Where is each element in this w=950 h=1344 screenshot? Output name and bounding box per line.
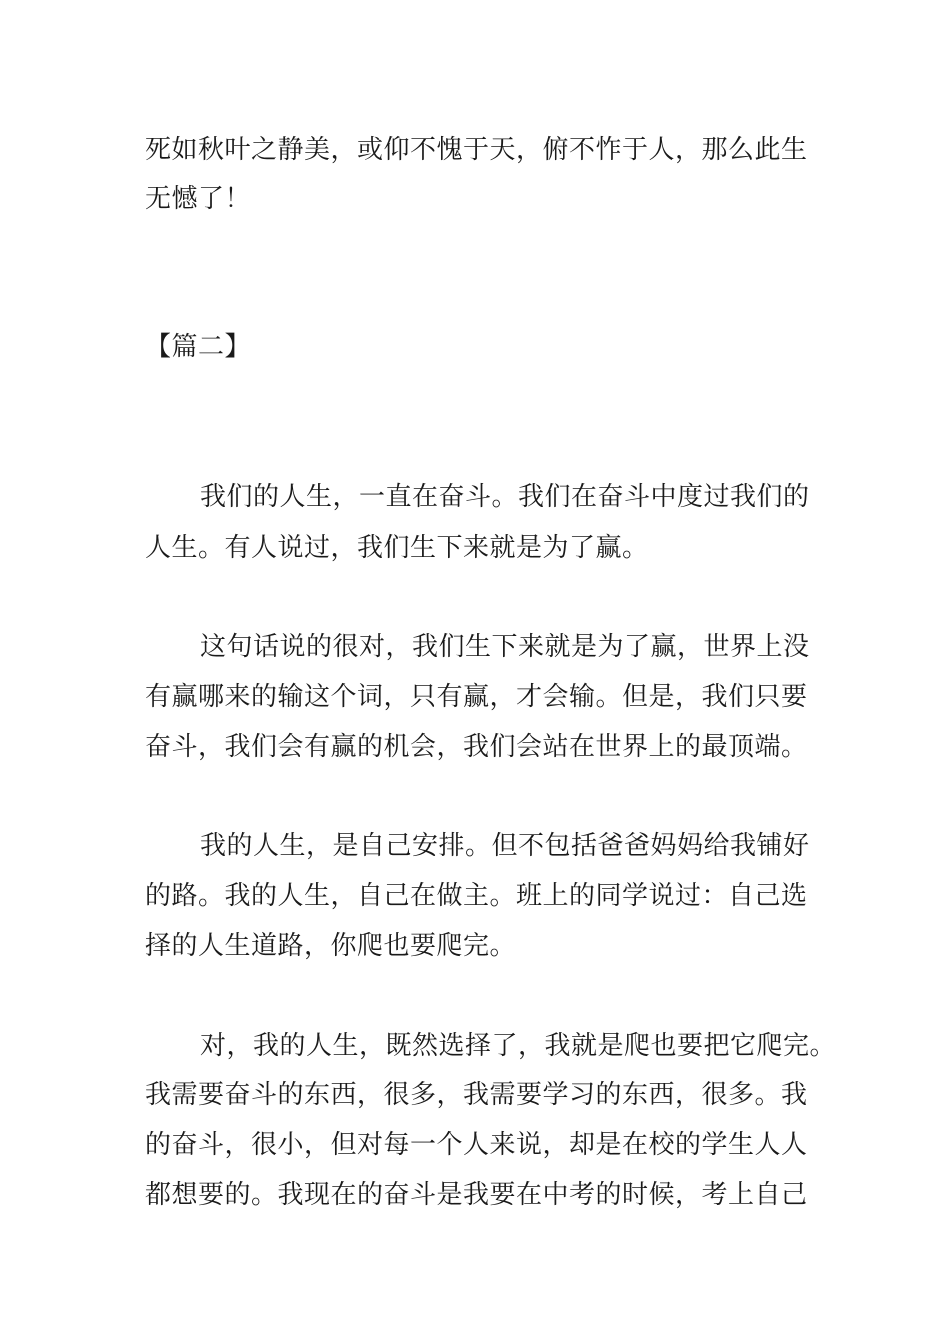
- text-line: 择的人生道路，你爬也要爬完。: [145, 931, 517, 961]
- text-line: 奋斗，我们会有赢的机会，我们会站在世界上的最顶端。: [145, 732, 808, 762]
- text-line: 的路。我的人生，自己在做主。班上的同学说过：自己选: [145, 881, 808, 911]
- text-line: 这句话说的很对，我们生下来就是为了赢，世界上没: [200, 632, 810, 662]
- text-line: 的奋斗，很小，但对每一个人来说，却是在校的学生人人: [145, 1130, 808, 1160]
- section-heading: 【篇二】: [145, 332, 252, 362]
- text-line: 人生。有人说过，我们生下来就是为了赢。: [145, 533, 649, 563]
- text-line: 都想要的。我现在的奋斗是我要在中考的时候，考上自己: [145, 1180, 808, 1210]
- text-line: 我的人生，是自己安排。但不包括爸爸妈妈给我铺好: [200, 831, 810, 861]
- text-line: 有赢哪来的输这个词，只有赢，才会输。但是，我们只要: [145, 682, 808, 712]
- text-line: 我们的人生，一直在奋斗。我们在奋斗中度过我们的: [200, 482, 810, 512]
- text-line: 无憾了！: [145, 184, 252, 214]
- text-line: 死如秋叶之静美，或仰不愧于天，俯不怍于人，那么此生: [145, 135, 808, 165]
- text-line: 我需要奋斗的东西，很多，我需要学习的东西，很多。我: [145, 1080, 808, 1110]
- text-line: 对，我的人生，既然选择了，我就是爬也要把它爬完。: [200, 1031, 837, 1061]
